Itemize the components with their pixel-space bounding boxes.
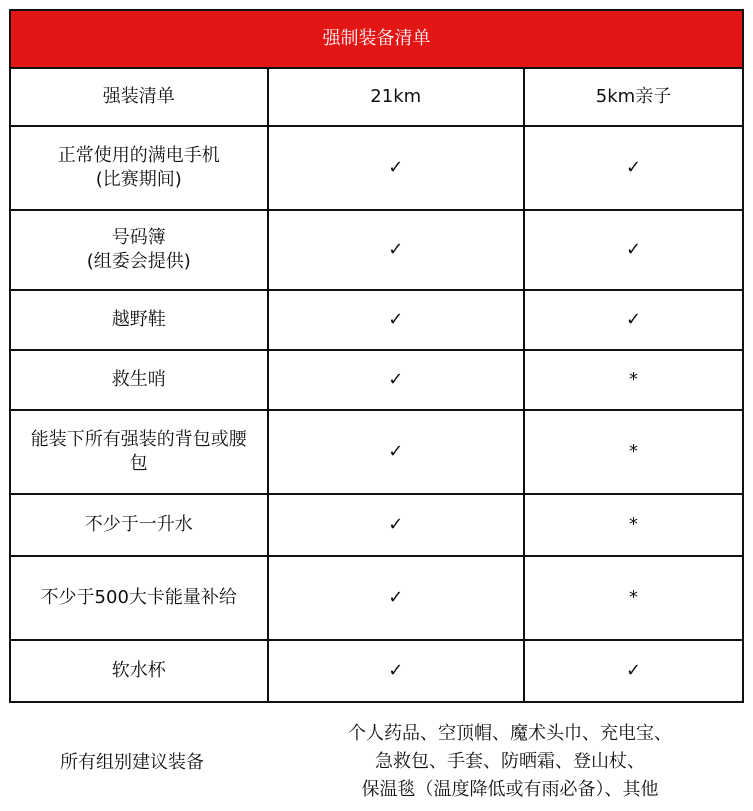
item-name: 救生哨 bbox=[10, 350, 268, 410]
check-5km: ✓ bbox=[524, 210, 743, 290]
header-5km: 5km亲子 bbox=[524, 68, 743, 126]
recommended-gear-section bbox=[0, 716, 753, 811]
optional-5km: * bbox=[524, 494, 743, 556]
optional-5km: * bbox=[524, 556, 743, 640]
check-5km: ✓ bbox=[524, 126, 743, 210]
recommended-line: 保温毯（温度降低或有雨必备）、其他 bbox=[361, 779, 659, 800]
recommended-line: 个人药品、空顶帽、魔术头巾、充电宝、 bbox=[348, 723, 672, 744]
header-item: 强装清单 bbox=[10, 68, 268, 126]
item-name: 号码簿 bbox=[111, 227, 166, 248]
check-21km: ✓ bbox=[268, 410, 524, 494]
item-name: 软水杯 bbox=[10, 640, 268, 702]
item-note: (组委会提供) bbox=[86, 251, 191, 272]
item-name-cont: 包 bbox=[129, 453, 148, 474]
item-cell bbox=[10, 410, 268, 494]
table-row bbox=[10, 210, 743, 290]
check-5km: ✓ bbox=[524, 290, 743, 350]
item-name: 不少于500大卡能量补给 bbox=[10, 556, 268, 640]
table-title: 强制装备清单 bbox=[10, 10, 743, 68]
item-name: 不少于一升水 bbox=[10, 494, 268, 556]
check-21km: ✓ bbox=[268, 210, 524, 290]
check-5km: ✓ bbox=[524, 640, 743, 702]
header-21km: 21km bbox=[268, 68, 524, 126]
table-row bbox=[10, 494, 743, 556]
optional-5km: * bbox=[524, 410, 743, 494]
item-note: (比赛期间) bbox=[95, 169, 182, 190]
table-row bbox=[10, 126, 743, 210]
check-21km: ✓ bbox=[268, 556, 524, 640]
item-cell bbox=[10, 210, 268, 290]
check-21km: ✓ bbox=[268, 290, 524, 350]
recommended-line: 急救包、手套、防晒霜、登山杖、 bbox=[375, 751, 645, 772]
item-name: 正常使用的满电手机 bbox=[57, 145, 220, 166]
check-21km: ✓ bbox=[268, 494, 524, 556]
recommended-label: 所有组别建议装备 bbox=[60, 752, 204, 773]
table-row bbox=[10, 556, 743, 640]
table-row bbox=[10, 350, 743, 410]
check-21km: ✓ bbox=[268, 126, 524, 210]
item-name: 能装下所有强装的背包或腰 bbox=[30, 429, 247, 450]
recommended-list bbox=[320, 720, 700, 804]
table-row bbox=[10, 410, 743, 494]
mandatory-gear-table bbox=[9, 9, 744, 703]
check-21km: ✓ bbox=[268, 640, 524, 702]
check-21km: ✓ bbox=[268, 350, 524, 410]
table-row bbox=[10, 640, 743, 702]
table-row bbox=[10, 290, 743, 350]
optional-5km: * bbox=[524, 350, 743, 410]
item-cell bbox=[10, 126, 268, 210]
item-name: 越野鞋 bbox=[10, 290, 268, 350]
